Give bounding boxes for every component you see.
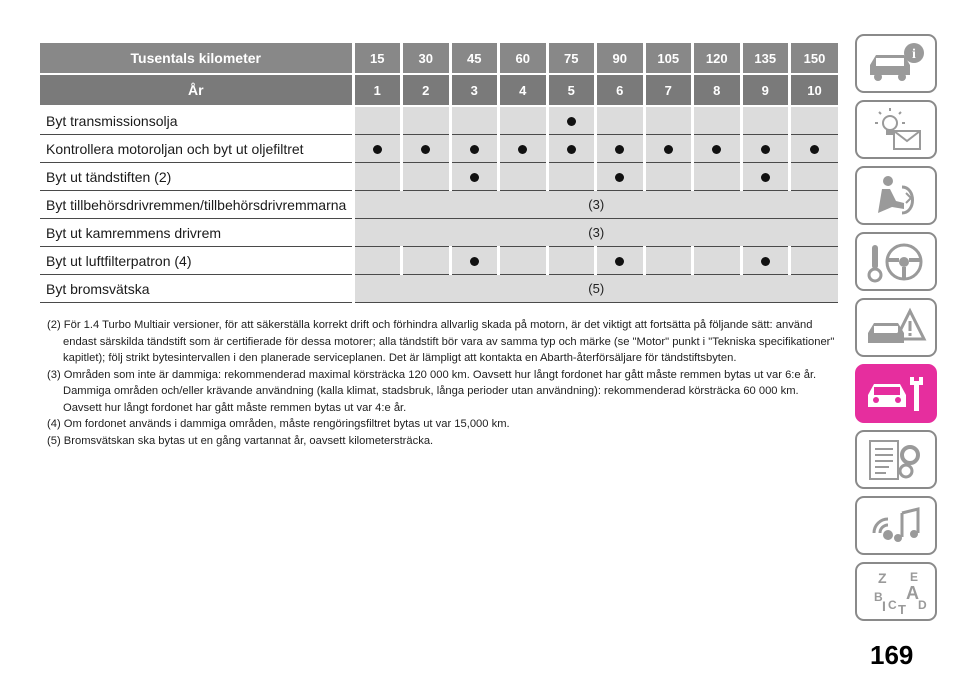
car-info-icon	[864, 41, 928, 87]
km-header-cell: 60	[499, 43, 548, 74]
schedule-cell	[596, 247, 645, 275]
index-letter: A	[906, 582, 919, 603]
tab-warning-lights[interactable]	[855, 100, 937, 159]
year-header-cell: 1	[353, 74, 402, 106]
schedule-cell	[741, 135, 790, 163]
index-letter: T	[898, 601, 906, 615]
schedule-cell	[353, 163, 402, 191]
km-header-cell: 90	[596, 43, 645, 74]
car-maintenance-icon	[864, 371, 928, 417]
page-number: 169	[870, 640, 914, 670]
km-header-cell: 75	[547, 43, 596, 74]
year-header-cell: 8	[693, 74, 742, 106]
footnote-reference-cell: (3)	[353, 219, 838, 247]
km-header-cell: 30	[402, 43, 451, 74]
row-label: Byt ut kamremmens drivrem	[40, 219, 353, 247]
service-dot-icon	[761, 145, 770, 154]
schedule-cell	[644, 247, 693, 275]
km-header-cell: 45	[450, 43, 499, 74]
schedule-cell	[790, 247, 839, 275]
service-dot-icon	[373, 145, 382, 154]
tab-multimedia[interactable]	[855, 496, 937, 555]
table-row	[40, 219, 838, 247]
schedule-cell	[596, 135, 645, 163]
year-header-cell: 9	[741, 74, 790, 106]
schedule-cell	[741, 163, 790, 191]
service-dot-icon	[712, 145, 721, 154]
schedule-cell	[644, 135, 693, 163]
schedule-cell	[693, 135, 742, 163]
row-label: Kontrollera motoroljan och byt ut oljefiltret	[40, 135, 353, 163]
table-row	[40, 163, 838, 191]
footnote: (5) Bromsvätskan ska bytas ut en gång vartannat år, oavsett kilometersträcka.	[47, 434, 434, 447]
km-header-cell: 105	[644, 43, 693, 74]
table-row	[40, 191, 838, 219]
service-dot-icon	[664, 145, 673, 154]
schedule-cell	[450, 163, 499, 191]
row-label: Byt bromsvätska	[40, 275, 353, 303]
schedule-cell	[693, 163, 742, 191]
table-row	[40, 275, 838, 303]
specifications-gear-icon	[864, 437, 928, 483]
schedule-cell	[790, 163, 839, 191]
year-header-cell: 10	[790, 74, 839, 106]
tab-alphabetical-index[interactable]	[855, 562, 937, 621]
year-header-label: År	[40, 74, 353, 106]
seat-airbag-icon	[864, 173, 928, 219]
km-header-cell: 15	[353, 43, 402, 74]
row-label: Byt ut tändstiften (2)	[40, 163, 353, 191]
schedule-cell	[790, 135, 839, 163]
table-row	[40, 135, 838, 163]
schedule-cell	[450, 247, 499, 275]
year-header-cell: 4	[499, 74, 548, 106]
footnotes	[47, 317, 837, 449]
service-dot-icon	[567, 117, 576, 126]
km-header-label: Tusentals kilometer	[40, 43, 353, 74]
footnote: (4) Om fordonet används i dammiga områden, måste rengöringsfiltret bytas ut var 15,000 km.	[47, 418, 510, 430]
schedule-cell	[499, 163, 548, 191]
schedule-cell	[644, 163, 693, 191]
year-header-row	[40, 74, 838, 106]
schedule-cell	[402, 106, 451, 135]
service-dot-icon	[470, 257, 479, 266]
car-emergency-icon	[864, 305, 928, 351]
service-dot-icon	[810, 145, 819, 154]
footnote: (3) Områden som inte är dammiga: rekommenderad maximal körsträcka 120 000 km. Oavsett hur långt fordonet har gått måste remmen bytas ut var 6:e år. Dammiga områden och/eller krävande användning (kalla klimat, stadsbruk, långa perioder utan användning): rekommenderad körsträcka 60 000 km. Oavsett hur långt fordonet har gått måste remmen bytas ut var 4:e år.	[47, 368, 817, 414]
index-letter: I	[882, 597, 886, 614]
row-label: Byt transmissionsolja	[40, 106, 353, 135]
schedule-cell	[499, 247, 548, 275]
row-label: Byt ut luftfilterpatron (4)	[40, 247, 353, 275]
service-dot-icon	[470, 145, 479, 154]
schedule-cell	[547, 135, 596, 163]
service-dot-icon	[567, 145, 576, 154]
tab-car-info[interactable]	[855, 34, 937, 93]
schedule-cell	[353, 247, 402, 275]
schedule-cell	[353, 135, 402, 163]
schedule-cell	[644, 106, 693, 135]
schedule-cell	[693, 106, 742, 135]
schedule-cell	[547, 163, 596, 191]
schedule-cell	[547, 247, 596, 275]
year-header-cell: 6	[596, 74, 645, 106]
multimedia-icon	[864, 503, 928, 549]
schedule-cell	[402, 247, 451, 275]
schedule-cell	[499, 135, 548, 163]
index-letter: B	[874, 589, 883, 604]
km-header-cell: 150	[790, 43, 839, 74]
schedule-cell	[790, 106, 839, 135]
schedule-cell	[353, 106, 402, 135]
km-header-cell: 120	[693, 43, 742, 74]
km-header-cell: 135	[741, 43, 790, 74]
service-dot-icon	[761, 173, 770, 182]
year-header-cell: 2	[402, 74, 451, 106]
schedule-cell	[450, 106, 499, 135]
alphabetical-index-icon	[864, 569, 928, 615]
tab-seat-airbag[interactable]	[855, 166, 937, 225]
schedule-cell	[402, 135, 451, 163]
tab-car-maintenance[interactable]	[855, 364, 937, 423]
svg-text:i: i	[912, 46, 916, 62]
service-dot-icon	[518, 145, 527, 154]
tab-specifications[interactable]	[855, 430, 937, 489]
schedule-cell	[596, 163, 645, 191]
year-header-cell: 3	[450, 74, 499, 106]
index-letter: C	[888, 597, 897, 612]
warning-lights-icon	[864, 107, 928, 153]
schedule-cell	[741, 247, 790, 275]
footnote-reference-cell: (5)	[353, 275, 838, 303]
schedule-cell	[402, 163, 451, 191]
table-row	[40, 247, 838, 275]
service-dot-icon	[421, 145, 430, 154]
schedule-cell	[693, 247, 742, 275]
schedule-cell	[450, 135, 499, 163]
tab-car-emergency[interactable]	[855, 298, 937, 357]
index-letter: Z	[878, 569, 887, 586]
service-dot-icon	[615, 257, 624, 266]
index-letter: D	[918, 597, 927, 612]
service-dot-icon	[761, 257, 770, 266]
schedule-cell	[741, 106, 790, 135]
service-dot-icon	[470, 173, 479, 182]
index-letter: E	[910, 569, 919, 584]
table-row	[40, 106, 838, 135]
km-header-row	[40, 43, 838, 74]
maintenance-schedule-table	[40, 43, 838, 303]
schedule-cell	[547, 106, 596, 135]
tab-steering-key[interactable]	[855, 232, 937, 291]
steering-key-icon	[864, 239, 928, 285]
schedule-cell	[596, 106, 645, 135]
footnote-reference-cell: (3)	[353, 191, 838, 219]
schedule-cell	[499, 106, 548, 135]
footnote: (2) För 1.4 Turbo Multiair versioner, för att säkerställa korrekt drift och förhindra allvarlig skada på motorn, är det viktigt att fortsätta på följande sätt: använd endast särskilda tändstift som är certifierade för dessa motorer; alla tändstift bör vara av samma typ och märke (se "Motor" punkt i "Tekniska specifikationer" kapitlet); följ strikt bytesintervallen i den planerade serviceplanen. Det är lämpligt att kontakta en Abarth-återförsäljare för tändstiftsbyten.	[47, 319, 835, 364]
year-header-cell: 5	[547, 74, 596, 106]
year-header-cell: 7	[644, 74, 693, 106]
service-dot-icon	[615, 145, 624, 154]
service-dot-icon	[615, 173, 624, 182]
schedule-body	[40, 106, 838, 303]
row-label: Byt tillbehörsdrivremmen/tillbehörsdrivremmarna	[40, 191, 353, 219]
